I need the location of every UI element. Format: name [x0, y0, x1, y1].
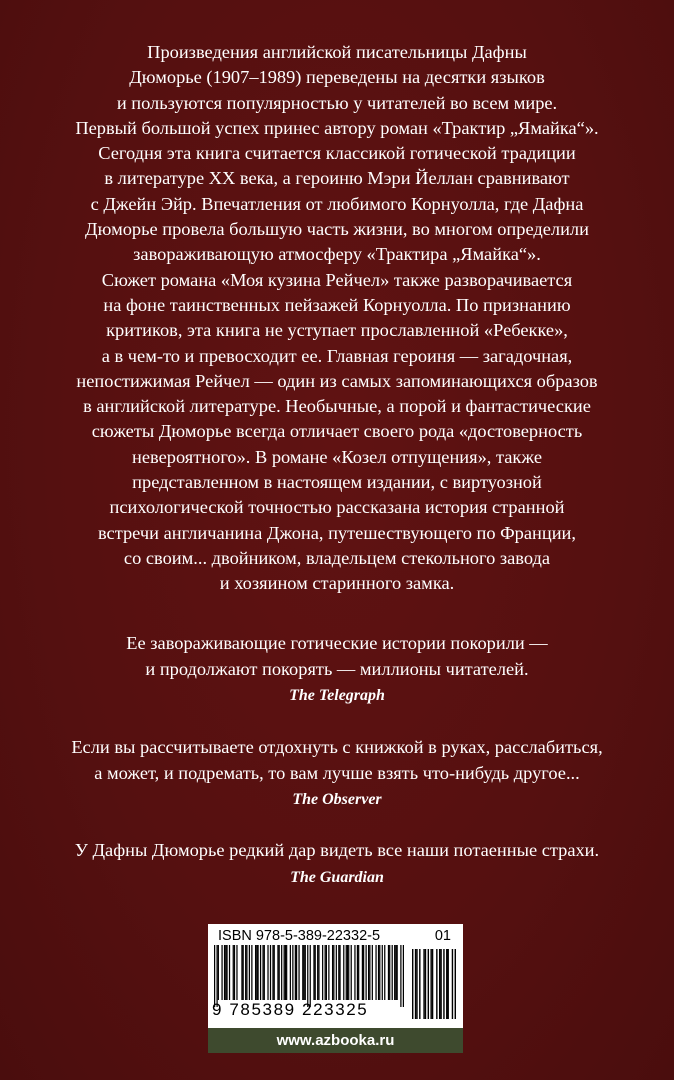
- quote-source: The Telegraph: [289, 687, 385, 704]
- quote-source: The Guardian: [290, 868, 384, 886]
- blurb-line: и пользуются популярностью у читателей во всем мире.: [116, 92, 558, 113]
- blurb-line: невероятного». В романе «Козел отпущения», также: [132, 446, 542, 467]
- publisher-url: www.azbooka.ru: [208, 1028, 463, 1053]
- barcode-digits: 9 785389 223325: [212, 1000, 369, 1019]
- blurb-line: со своим... двойником, владельцем стекольного завода: [123, 547, 551, 568]
- blurb-line: сюжеты Дюморье всегда отличает своего рода «достоверность: [91, 421, 583, 442]
- quote-line: а может, и подремать, то вам лучше взять что-нибудь другое...: [94, 762, 580, 783]
- blurb-line: Дюморье (1907–1989) переведены на десятки языков: [129, 67, 545, 88]
- quote-line: Если вы рассчитываете отдохнуть с книжкой в руках, расслабиться,: [71, 737, 603, 757]
- quote-line: У Дафны Дюморье редкий дар видеть все наши потаенные страхи.: [74, 840, 600, 860]
- blurb-line: Первый большой успех принес автору роман «Трактир „Ямайка“».: [75, 117, 599, 138]
- blurb-line: критиков, эта книга не уступает прославленной «Ребекке»,: [106, 320, 568, 341]
- isbn-addon: 01: [434, 928, 451, 944]
- press-quote-observer: [0, 735, 674, 813]
- blurb-line: Сегодня эта книга считается классикой готической традиции: [98, 143, 576, 164]
- blurb-line: с Джейн Эйр. Впечатления от любимого Корнуолла, где Дафна: [90, 193, 584, 214]
- isbn-number: ISBN 978-5-389-22332-5: [218, 928, 381, 944]
- blurb-line: завораживающую атмосферу «Трактира „Ямайка“».: [133, 244, 541, 265]
- blurb-line: на фоне таинственных пейзажей Корнуолла. По признанию: [103, 294, 571, 315]
- quote-source: The Observer: [292, 791, 382, 808]
- blurb-line: и хозяином старинного замка.: [219, 573, 455, 594]
- blurb-line: непостижимая Рейчел — один из самых запоминающихся образов: [76, 370, 598, 391]
- blurb-line: Сюжет романа «Моя кузина Рейчел» также разворачивается: [101, 269, 573, 290]
- blurb-line: Дюморье провела большую часть жизни, во многом определили: [85, 219, 589, 240]
- blurb-line: встречи англичанина Джона, путешествующего по Франции,: [97, 522, 576, 543]
- press-quote-guardian: [0, 838, 674, 890]
- quote-line: Ее завораживающие готические истории покорили —: [126, 633, 548, 653]
- press-quote-telegraph: [0, 631, 674, 709]
- blurb-line: психологической точностью рассказана история странной: [109, 497, 565, 518]
- blurb-line: в литературе XX века, а героиню Мэри Йеллан сравнивают: [104, 168, 570, 189]
- blurb-line: в английской литературе. Необычные, а порой и фантастические: [83, 396, 591, 417]
- isbn-label: [218, 928, 457, 944]
- blurb-line: представленном в настоящем издании, с виртуозной: [132, 472, 542, 493]
- blurb-text: [0, 40, 674, 597]
- blurb-line: а в чем-то и превосходит ее. Главная героиня — загадочная,: [101, 345, 573, 366]
- isbn-barcode: [208, 924, 463, 1053]
- blurb-line: Произведения английской писательницы Дафны: [147, 42, 527, 62]
- quote-line: и продолжают покорять — миллионы читателей.: [145, 658, 529, 679]
